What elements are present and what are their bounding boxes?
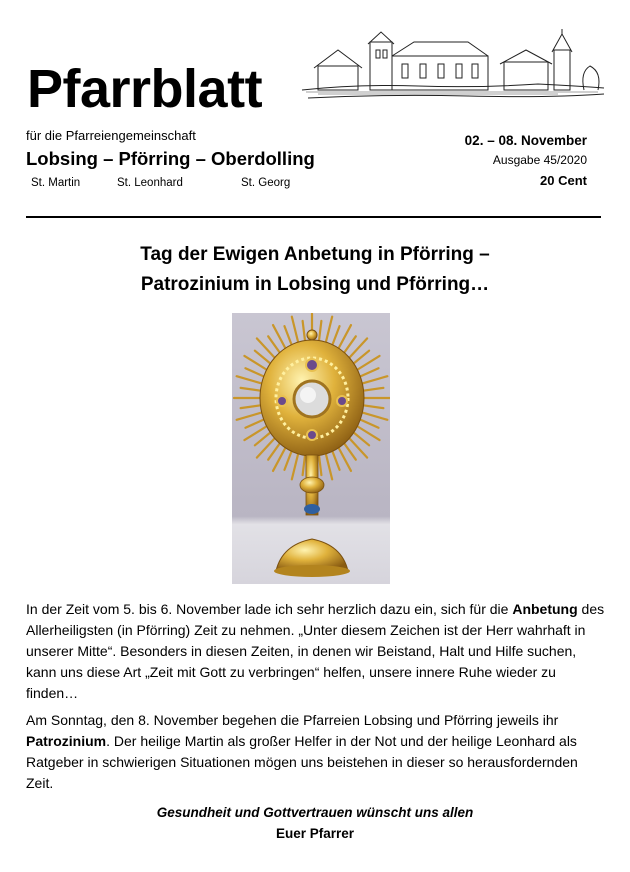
headline-line: Tag der Ewigen Anbetung in Pförring – xyxy=(140,244,490,265)
newsletter-subtitle: für die Pfarreiengemeinschaft xyxy=(26,128,196,143)
issue-price: 20 Cent xyxy=(540,173,587,188)
paragraph-text: . Der heilige Martin als großer Helfer in der Not und der heilige Leonhard als Ratgeber in schwierigen Situationen mögen uns beistehen in dieser so herausfordernden Zeit. xyxy=(26,733,578,791)
parish-name: St. Georg xyxy=(241,177,291,189)
article-headline xyxy=(0,240,630,300)
monstrance-photo xyxy=(232,313,390,584)
closing-greeting xyxy=(0,802,630,844)
paragraph-text: Am Sonntag, den 8. November begehen die Pfarreien Lobsing und Pförring jeweils ihr xyxy=(26,712,559,728)
paragraph-text: des Allerheiligsten (in Pförring) Zeit zu nehmen. „Unter diesem Zeichen ist der Herr wahrhaft in unserer Mitte“. Besonders in diesen Zeiten, in denen wir Beistand, Halt und Hilfe suchen, kann uns diese Art „Zeit mit Gott zu verbringen“ helfen, unsere innere Ruhe wieder zu finden… xyxy=(26,601,605,701)
church-sketch-icon xyxy=(298,28,608,108)
closing-line: Gesundheit und Gottvertrauen wünscht uns allen xyxy=(156,805,474,820)
paragraph-text: In der Zeit vom 5. bis 6. November lade ich sehr herzlich dazu ein, sich für die xyxy=(26,601,513,617)
issue-number: Ausgabe 45/2020 xyxy=(492,153,587,167)
paragraph-bold-text: Patrozinium xyxy=(26,733,107,749)
newsletter-title: Pfarrblatt xyxy=(27,59,263,119)
article-paragraph xyxy=(26,599,606,704)
closing-signature: Euer Pfarrer xyxy=(275,826,355,841)
article-paragraph xyxy=(26,710,606,794)
paragraph-bold-text: Anbetung xyxy=(512,601,578,617)
headline-line: Patrozinium in Lobsing und Pförring… xyxy=(140,274,490,295)
parish-places: Lobsing – Pförring – Oberdolling xyxy=(26,148,315,169)
parish-name: St. Martin xyxy=(31,177,81,189)
parish-name: St. Leonhard xyxy=(117,177,183,189)
issue-dates: 02. – 08. November xyxy=(464,133,587,148)
header-divider xyxy=(26,216,601,218)
